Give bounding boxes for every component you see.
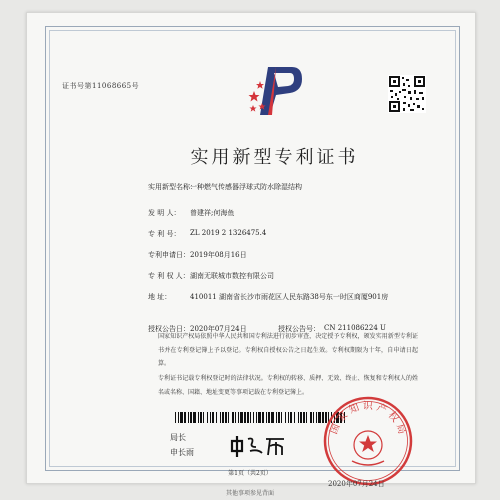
director-title: 局长 [170,433,186,442]
field-value: 湖南无联城市数控有限公司 [190,272,274,280]
document-title: 实用新型专利证书 [190,147,359,168]
svg-text:国家知识产权局: 国家知识产权局 [328,400,409,439]
field-label: 发 明 人： [148,209,181,217]
patent-office-logo-icon [246,61,306,121]
field-label: 地 址： [148,293,172,301]
field-value: 2019年08月16日 [190,251,247,259]
barcode-icon [175,412,345,423]
field-label: 专 利 号： [148,230,181,238]
field-value: 一种燃气传感器浮球式防水除湿结构 [190,183,302,191]
certificate-number: 证书号第11068665号 [62,82,140,90]
field-label: 实用新型名称： [148,183,197,191]
footer-note: 其他事项参见背面 [225,490,274,497]
field-label: 专 利 权 人： [148,272,190,280]
qr-code-icon [388,75,426,113]
body-paragraph-legal-status: 专利证书记载专利权登记时的法律状况。专利权的转移、质押、无效、终止、恢复和专利权人的姓名或名称、国籍、地址变更等事项记载在专利登记簿上。 [158,375,418,396]
body-paragraph-grant: 国家知识产权局依照中华人民共和国专利法进行初步审查，决定授予专利权，颁发实用新型专利证书并在专利登记簿上予以登记。专利权自授权公告之日起生效。专利权期限为十年，自申请日起算。 [158,333,418,367]
field-label: 专利申请日： [148,251,190,259]
seal-date: 2020年07月24日 [328,480,385,488]
field-value: 2020年07月24日 [190,325,247,333]
field-value: 曾建祥;何海鱼 [190,209,235,217]
field-label: 授权公告日： [148,325,190,333]
page-number: 第1页（共2页） [228,470,272,477]
field-value: 410011 湖南省长沙市雨花区人民东路38号东一时区商厦901房 [190,293,389,301]
field-value: CN 211086224 U [324,324,386,332]
field-value: ZL 2019 2 1326475.4 [190,229,267,237]
field-label: 授权公告号： [278,325,320,333]
director-signature-icon [228,433,288,459]
certificate-paper [26,12,476,488]
director-name: 申长雨 [170,448,194,457]
